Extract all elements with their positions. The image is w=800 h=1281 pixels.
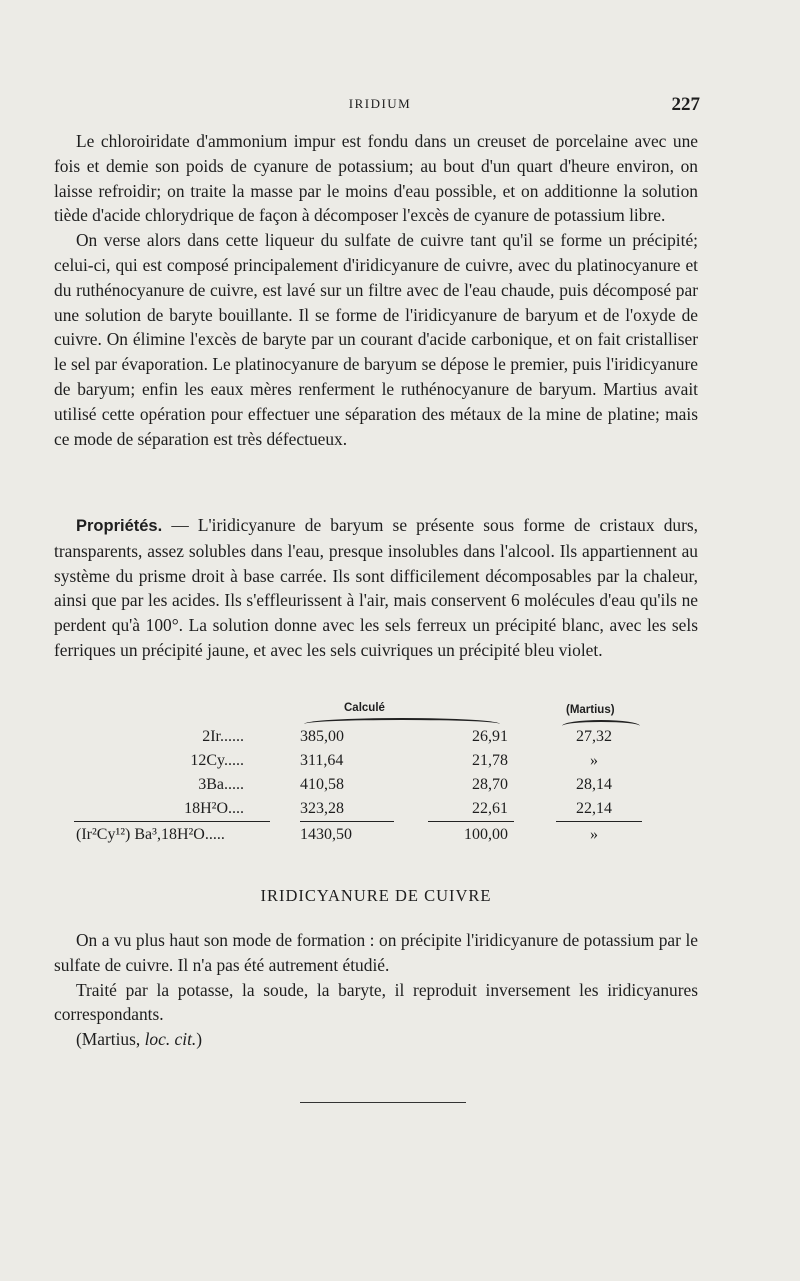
calculated-cell: 311,64: [300, 752, 344, 769]
paragraph: On verse alors dans cette liqueur du sulfate de cuivre tant qu'il se forme un précipité; celui-ci, qui est composé principalement d'iridicyanure de cuivre, avec du platinocyanure et du ruthénocyanure de cuivre, est lavé sur un filtre avec de l'eau chaude, puis décomposé par une solution de baryte bouillante. Il se forme de l'iridicyanure de baryum et de l'oxyde de cuivre. On élimine l'excès de baryte par un courant d'acide carbonique, et on fait cristalliser le sel par évaporation. Le platinocyanure de baryum se dépose le premier, puis l'iridicyanure de baryum; enfin les eaux mères renferment le ruthénocyanure de baryum. Martius avait utilisé cette opération pour effectuer une séparation des métaux de la mine de platine; mais ce mode de séparation est très défectueux.: [54, 230, 698, 449]
total-formula: (Ir²Cy¹²) Ba³,18H²O.....: [76, 826, 225, 843]
running-title: IRIDIUM: [348, 96, 412, 111]
formula-cell: 12Cy.....: [190, 752, 244, 769]
total-calculated: 1430,50: [300, 826, 352, 843]
analysis-table: [54, 700, 698, 850]
column-head-calculated: Calculé: [344, 702, 385, 714]
intro-text: [54, 129, 698, 451]
section-body: [54, 928, 698, 1052]
found-cell: 27,32: [576, 728, 612, 745]
table-row: [54, 800, 698, 822]
percent-cell: 21,78: [472, 752, 508, 769]
percent-cell: 28,70: [472, 776, 508, 793]
properties-section: [54, 513, 698, 663]
paragraph: On a vu plus haut son mode de formation : on précipite l'iridicyanure de potassium par le sulfate de cuivre. Il n'a pas été autrement étudié.: [54, 930, 698, 975]
calculated-cell: 410,58: [300, 776, 344, 793]
percent-cell: 22,61: [472, 800, 508, 817]
calculated-cell: 385,00: [300, 728, 344, 745]
percent-cell: 26,91: [472, 728, 508, 745]
end-rule: [300, 1102, 466, 1103]
formula-cell: 3Ba.....: [198, 776, 244, 793]
page-number: 227: [671, 94, 700, 115]
sum-rule: [428, 821, 514, 822]
table-row: [54, 776, 698, 798]
table-row: [54, 728, 698, 750]
calculated-cell: 323,28: [300, 800, 344, 817]
reference-citation: loc. cit.: [144, 1029, 197, 1050]
found-cell: 28,14: [576, 776, 612, 793]
properties-text: — L'iridicyanure de baryum se présente sous forme de cristaux durs, transparents, assez solubles dans l'eau, presque insolubles dans l'alcool. Ils appartiennent au système du prisme droit à base carrée. Ils sont difficilement décomposables par la chaleur, ainsi que par les acides. Ils s'effleurissent à l'air, mais conservent 6 molécules d'eau qu'ils ne perdent qu'à 100°. La solution donne avec les sels ferreux un précipité blanc, avec les sels ferriques un précipité jaune, et avec les sels cuivriques un précipité bleu violet.: [54, 515, 698, 660]
paragraph: Traité par la potasse, la soude, la baryte, il reproduit inversement les iridicyanures correspondants.: [54, 979, 698, 1025]
table-row: [54, 752, 698, 774]
reference-close: ): [196, 1029, 203, 1050]
sum-rule: [556, 821, 642, 822]
section-title: IRIDICYANURE DE CUIVRE: [260, 886, 492, 905]
formula-cell: 2Ir......: [202, 728, 244, 745]
table-total-row: [54, 826, 698, 848]
sum-rule: [74, 821, 270, 822]
found-cell: »: [590, 752, 598, 769]
column-head-found: (Martius): [566, 704, 615, 716]
page-header: [60, 96, 700, 120]
total-percent: 100,00: [464, 826, 508, 843]
found-cell: 22,14: [576, 800, 612, 817]
formula-cell: 18H²O....: [184, 800, 244, 817]
total-found: »: [590, 826, 598, 843]
sum-rule: [300, 821, 394, 822]
paragraph: [54, 513, 698, 663]
paragraph: Le chloroiridate d'ammonium impur est fondu dans un creuset de porcelaine avec une fois et demie son poids de cyanure de potassium; au bout d'un quart d'heure environ, on laisse refroidir; on traite la masse par le moins d'eau possible, et on additionne la solution tiède d'acide chlorydrique de façon à décomposer l'excès de cyanure de potassium libre.: [54, 131, 698, 226]
reference-open: (Martius,: [76, 1029, 145, 1050]
reference: [54, 1027, 698, 1052]
properties-heading: Propriétés.: [76, 517, 163, 535]
